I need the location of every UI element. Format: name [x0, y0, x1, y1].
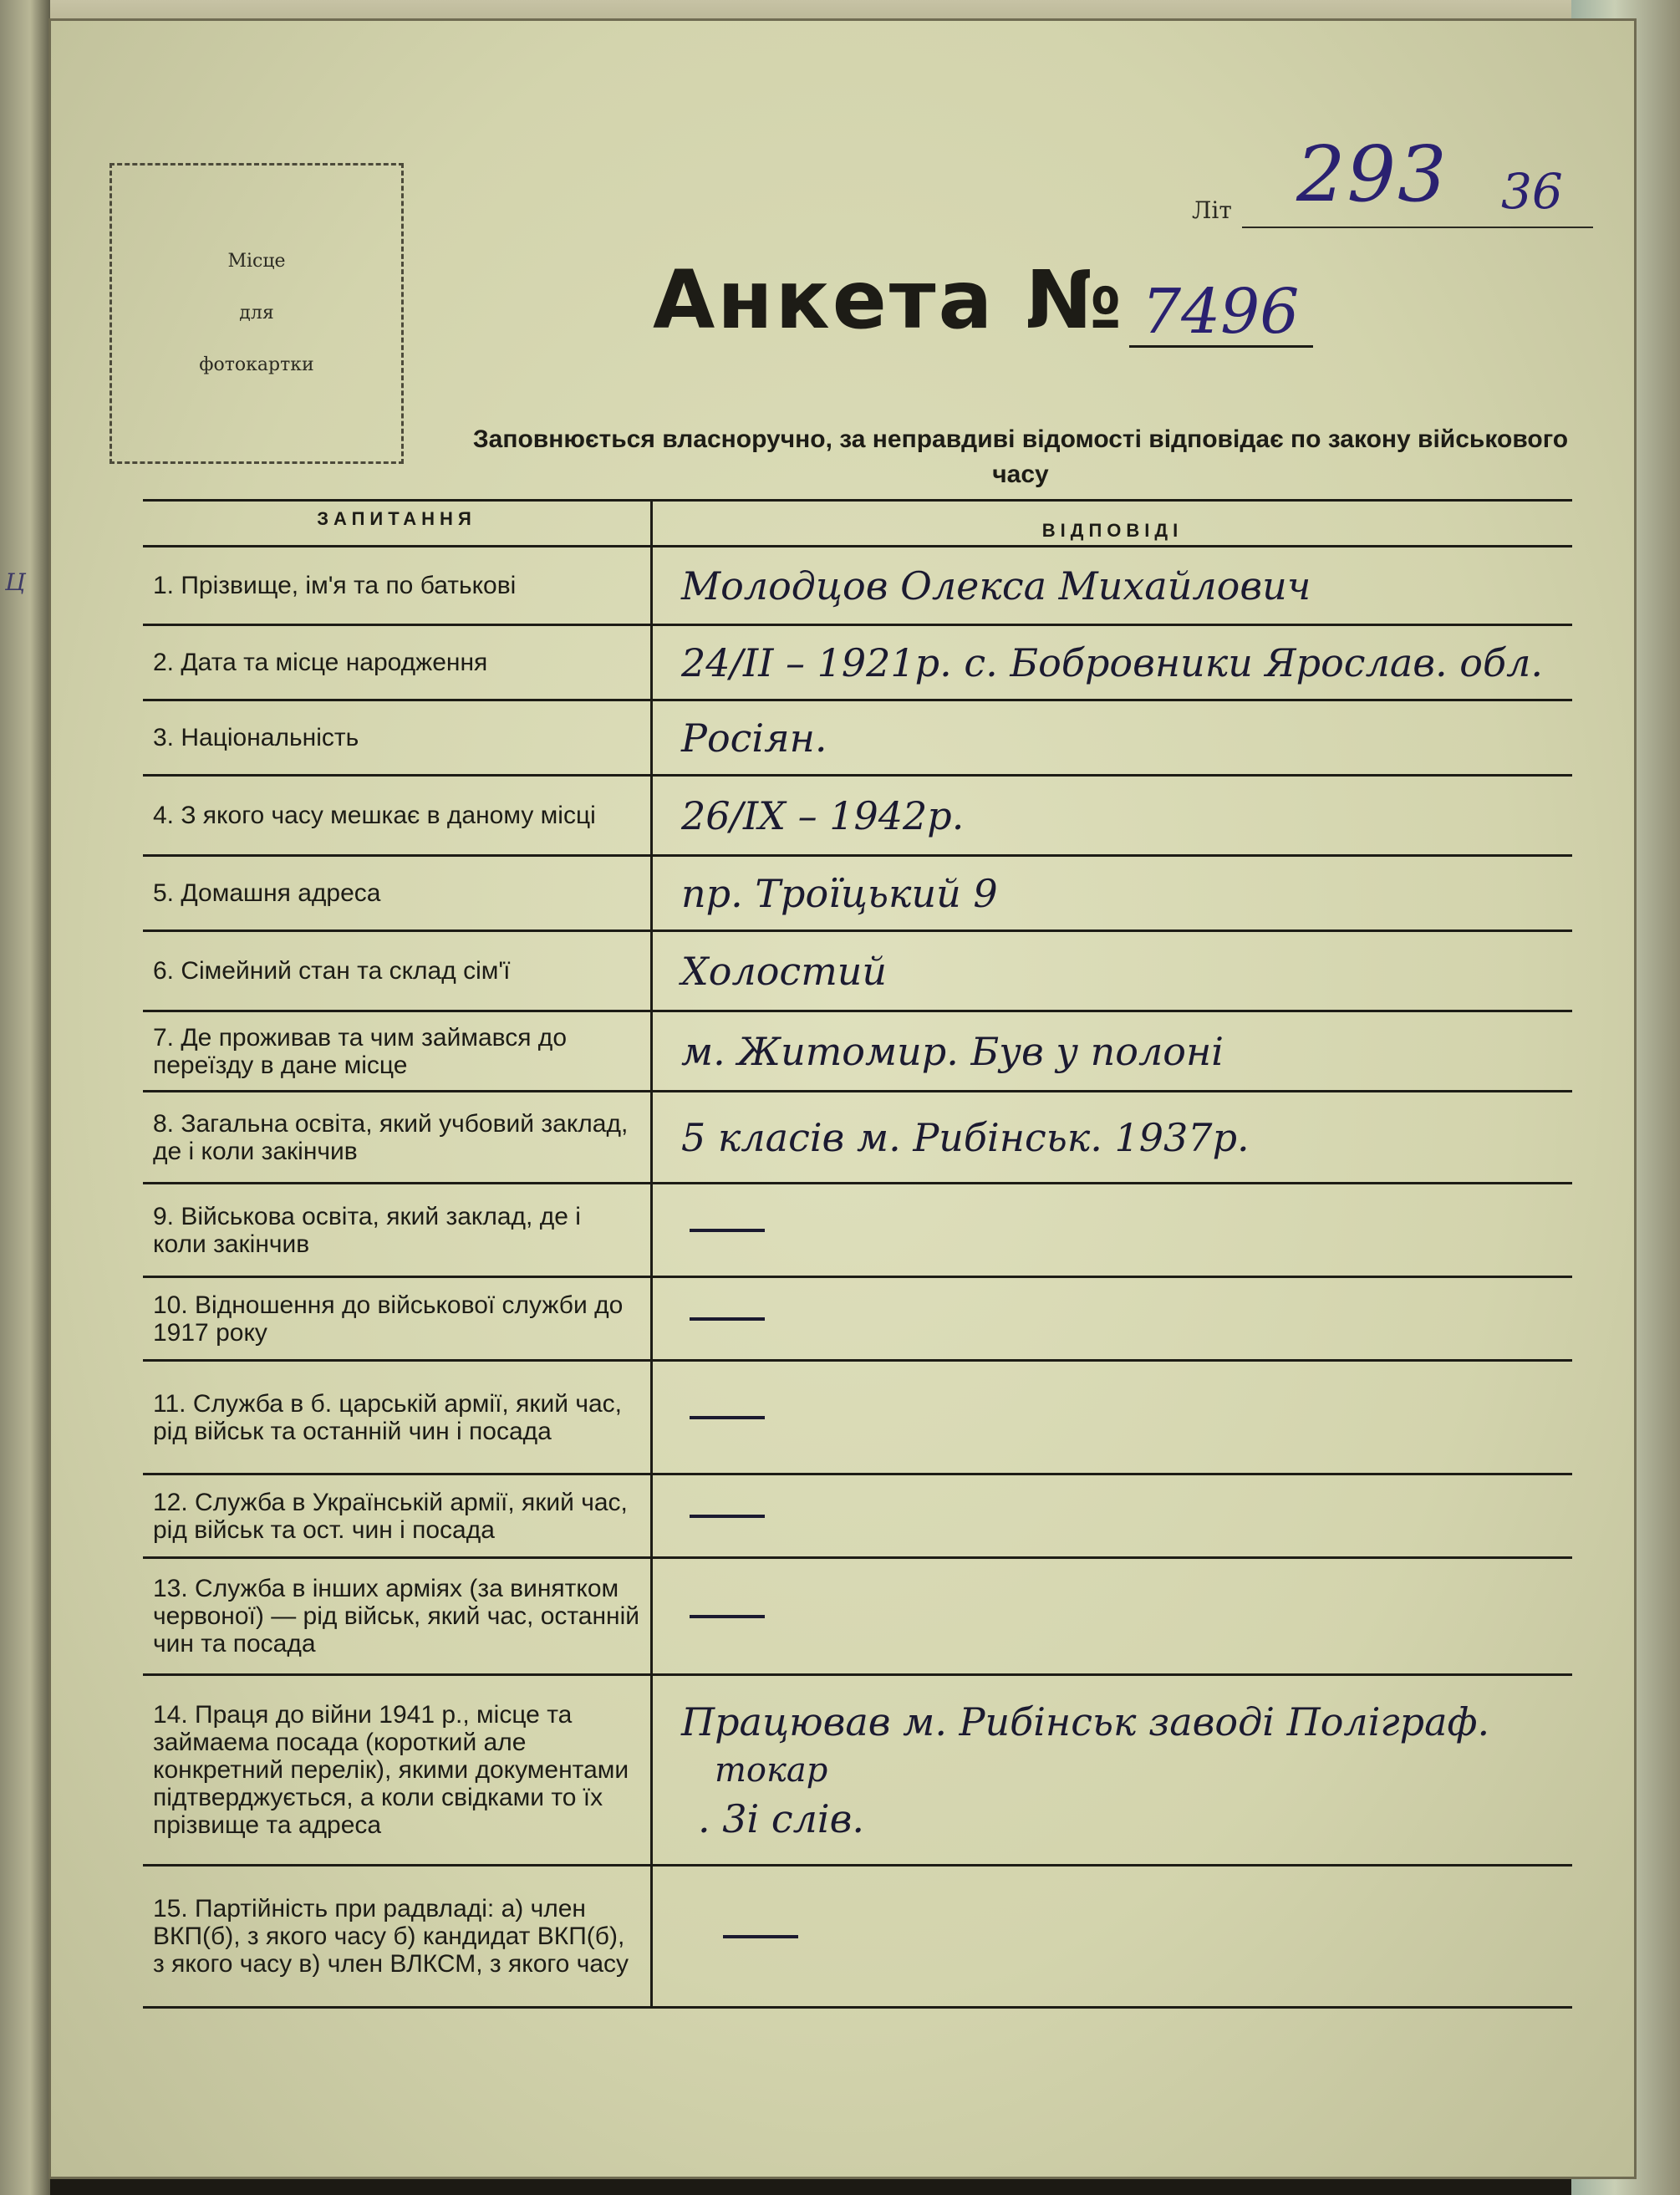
answer-cell: 24/II – 1921р. с. Бобровники Ярослав. обл. [681, 639, 1543, 685]
table-header [143, 502, 1572, 547]
answer-cell [653, 1867, 1572, 2006]
question-cell: 1. Прізвище, ім'я та по батькові [143, 547, 653, 624]
table-row [143, 1278, 1572, 1362]
table-row [143, 701, 1572, 777]
answer-line-2: токар [715, 1750, 828, 1790]
lit-number-handwritten: 293 [1296, 130, 1448, 219]
lit-label: Літ [1192, 196, 1232, 224]
table-row [143, 1092, 1572, 1184]
question-cell: 7. Де проживав та чим займався до переїзду в дане місце [143, 1012, 653, 1090]
answer-cell: Молодцов Олекса Михайлович [681, 563, 1311, 609]
answer-cell [653, 1184, 1572, 1276]
question-cell: 3. Національність [143, 701, 653, 774]
table-row [143, 1362, 1572, 1475]
question-cell: 12. Служба в Українській армії, який час, рід військ та ост. чин і посада [143, 1475, 653, 1556]
underlying-page-edge [0, 0, 50, 2195]
dash-mark [690, 1416, 765, 1419]
table-row [143, 626, 1572, 701]
table-row [143, 1475, 1572, 1559]
question-cell: 11. Служба в б. царській армії, який час, рід військ та останній чин і посада [143, 1362, 653, 1473]
form-number-handwritten: 7496 [1142, 276, 1300, 348]
answer-cell [653, 1475, 1572, 1556]
answer-cell [653, 1676, 1572, 1864]
table-row [143, 547, 1572, 626]
dash-mark [690, 1229, 765, 1232]
question-cell: 14. Праця до війни 1941 р., місце та займаема посада (короткий але конкретний перелік), якими документами підтверджується, а коли свідками то їх прізвище та адреса [143, 1676, 653, 1864]
dash-mark [723, 1935, 798, 1938]
answer-line-3: . 3і слів. [698, 1795, 865, 1841]
table-row [143, 1559, 1572, 1676]
dash-mark [690, 1515, 765, 1518]
question-cell: 5. Домашня адреса [143, 857, 653, 929]
answer-cell: Холостий [681, 948, 888, 994]
question-cell: 13. Служба в інших арміях (за винятком червоної) — рід військ, який час, останній чин та посада [143, 1559, 653, 1673]
form-title: Анкета № [653, 253, 1125, 347]
question-cell: 10. Відношення до військової служби до 1917 року [143, 1278, 653, 1359]
questionnaire-table [143, 499, 1572, 2009]
table-row [143, 932, 1572, 1012]
table-row [143, 1012, 1572, 1092]
answer-cell: пр. Троїцький 9 [681, 870, 998, 916]
answer-cell: 26/IX – 1942р. [681, 792, 965, 838]
question-cell: 9. Військова освіта, який заклад, де і коли закінчив [143, 1184, 653, 1276]
question-cell: 2. Дата та місце народження [143, 626, 653, 699]
question-cell: 8. Загальна освіта, який учбовий заклад, де і коли закінчив [143, 1092, 653, 1182]
answer-cell [653, 1278, 1572, 1359]
header-answers: ВІДПОВІДІ [1041, 520, 1184, 541]
photo-label-line-2: для [239, 303, 274, 323]
answer-cell [653, 1362, 1572, 1473]
photo-label-line-1: Місце [227, 251, 286, 272]
answer-cell [653, 1559, 1572, 1673]
form-instructions: Заповнюється власноручно, за неправдиві відомості відповідає по закону військового часу [472, 425, 1569, 488]
question-cell: 4. З якого часу мешкає в даному місці [143, 777, 653, 854]
questionnaire-page [48, 18, 1637, 2179]
answer-cell: м. Житомир. Був у полоні [681, 1028, 1224, 1074]
lit-underline [1242, 227, 1593, 228]
table-row [143, 1867, 1572, 2009]
answer-cell: Росіян. [681, 715, 827, 761]
margin-mark: Ц [5, 568, 26, 596]
table-row [143, 1676, 1572, 1867]
table-row [143, 1184, 1572, 1278]
photo-placeholder [109, 163, 404, 464]
photo-label-line-3: фотокартки [199, 354, 314, 375]
table-row [143, 777, 1572, 857]
answer-cell: 5 класів м. Рибінськ. 1937р. [681, 1114, 1250, 1160]
dash-mark [690, 1615, 765, 1618]
question-cell: 15. Партійність при радвладі: а) член ВКП(б), з якого часу б) кандидат ВКП(б), з якого часу в) член ВЛКСМ, з якого часу [143, 1867, 653, 2006]
dash-mark [690, 1317, 765, 1321]
answer-line-1: Працював м. Рибінськ заводі Поліграф. [681, 1698, 1490, 1744]
question-cell: 6. Сімейний стан та склад сім'ї [143, 932, 653, 1010]
table-row [143, 857, 1572, 932]
lit-sub-number-handwritten: 36 [1501, 163, 1563, 220]
header-questions: ЗАПИТАННЯ [143, 502, 653, 545]
